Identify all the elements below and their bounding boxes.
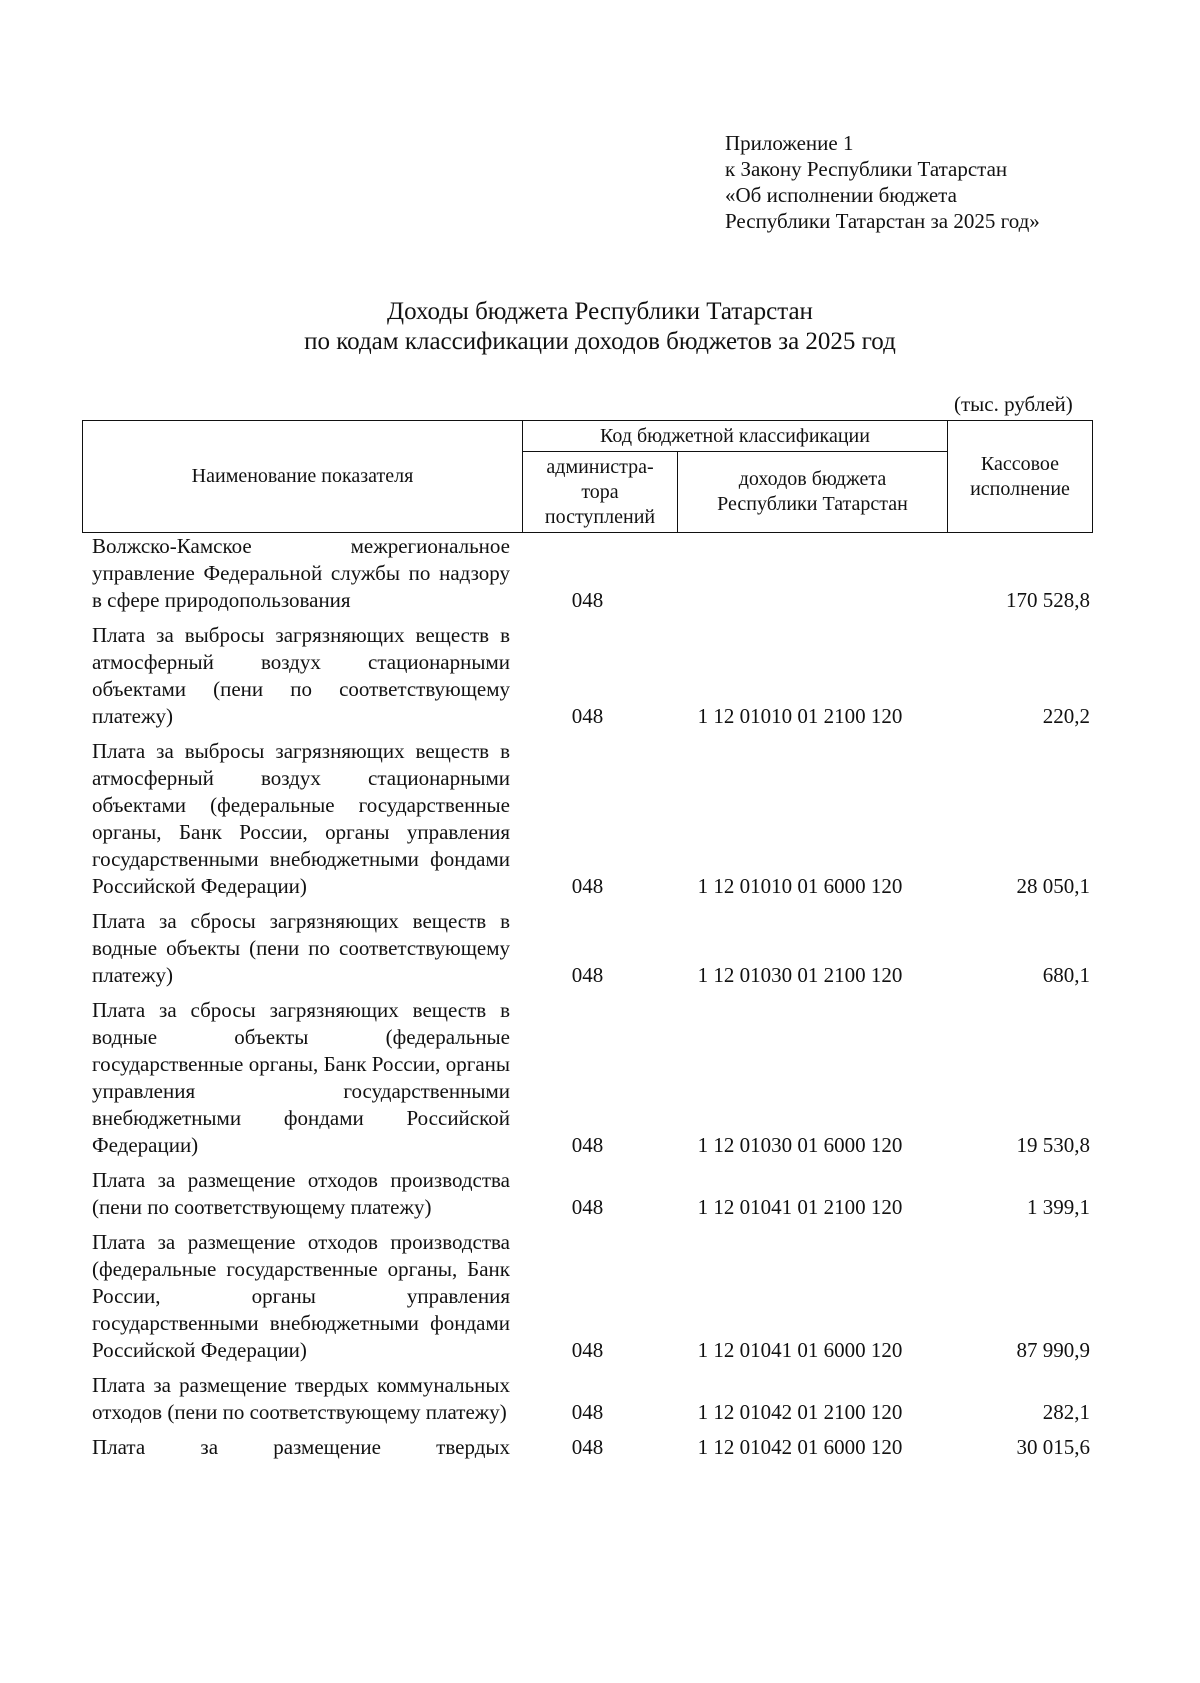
- table-body: [82, 533, 1092, 1469]
- row-name: Плата за размещение твердых коммунальных отходов (пени по соответствующему платежу): [92, 1373, 510, 1424]
- units-label: (тыс. рублей): [954, 392, 1073, 416]
- header-execution: Кассовое исполнение: [948, 421, 1093, 533]
- row-amount: 28 050,1: [1016, 874, 1090, 898]
- header-revenue-code: доходов бюджета Республики Татарстан: [678, 452, 948, 533]
- row-admin: 048: [571, 588, 604, 612]
- row-name: Плата за выбросы загрязняющих веществ в атмосферный воздух стационарными объектами (федеральные государственные органы, Банк России, органы управления государственными внебюджетными фондами Российской Федерации): [92, 739, 510, 898]
- appendix-line: к Закону Республики Татарстан: [725, 157, 1008, 181]
- row-name: Плата за размещение отходов производства (пени по соответствующему платежу): [92, 1168, 510, 1219]
- row-amount: 1 399,1: [1027, 1195, 1090, 1219]
- table-row: [82, 533, 1092, 622]
- row-code: 1 12 01030 01 2100 120: [697, 963, 903, 987]
- row-amount: 87 990,9: [1016, 1338, 1090, 1362]
- row-name: Плата за размещение отходов производства (федеральные государственные органы, Банк России, органы управления государственными внебюджетными фондами Российской Федерации): [92, 1230, 510, 1362]
- header-admin: администра- тора поступлений: [523, 452, 678, 533]
- table-row: [82, 908, 1092, 997]
- row-code: 1 12 01010 01 2100 120: [697, 704, 903, 728]
- table-row: [82, 1372, 1092, 1434]
- row-code: 1 12 01042 01 2100 120: [697, 1400, 903, 1424]
- row-amount: 170 528,8: [1006, 588, 1090, 612]
- row-admin: 048: [571, 704, 604, 728]
- row-name: Плата за сбросы загрязняющих веществ в водные объекты (федеральные государственные органы, Банк России, органы управления государственными внебюджетными фондами Российской Федерации): [92, 998, 510, 1157]
- appendix-line: Приложение 1: [725, 131, 854, 155]
- row-admin: 048: [571, 1133, 604, 1157]
- row-name: Плата за размещение твердых: [92, 1435, 510, 1459]
- table-row: [82, 738, 1092, 908]
- row-admin: 048: [571, 1435, 604, 1459]
- title-line-1: Доходы бюджета Республики Татарстан: [387, 298, 813, 325]
- row-admin: 048: [571, 1338, 604, 1362]
- appendix-line: «Об исполнении бюджета: [725, 183, 957, 207]
- row-amount: 220,2: [1042, 704, 1090, 728]
- row-code: 1 12 01042 01 6000 120: [697, 1435, 903, 1459]
- row-code: [665, 533, 935, 622]
- document-title: [0, 297, 1200, 357]
- appendix-block: [725, 130, 1040, 234]
- table-row: [82, 1229, 1092, 1372]
- row-code: 1 12 01010 01 6000 120: [697, 874, 903, 898]
- row-admin: 048: [571, 1195, 604, 1219]
- title-line-2: по кодам классификации доходов бюджетов за 2025 год: [304, 328, 896, 355]
- table-row: [82, 1167, 1092, 1229]
- appendix-line: Республики Татарстан за 2025 год»: [725, 209, 1040, 233]
- table-row: [82, 1434, 1092, 1469]
- row-name: Волжско-Камское межрегиональное управление Федеральной службы по надзору в сфере природопользования: [92, 534, 510, 612]
- row-name: Плата за выбросы загрязняющих веществ в атмосферный воздух стационарными объектами (пени по соответствующему платежу): [92, 623, 510, 728]
- row-code: 1 12 01030 01 6000 120: [697, 1133, 903, 1157]
- table-row: [82, 622, 1092, 738]
- row-code: 1 12 01041 01 6000 120: [697, 1338, 903, 1362]
- row-amount: 680,1: [1042, 963, 1090, 987]
- table-row: [82, 997, 1092, 1167]
- header-name: Наименование показателя: [83, 421, 523, 533]
- table-header: [82, 420, 1093, 533]
- header-code-group: Код бюджетной классификации: [523, 421, 948, 452]
- row-amount: 282,1: [1042, 1400, 1090, 1424]
- row-amount: 30 015,6: [1016, 1435, 1090, 1459]
- row-admin: 048: [571, 874, 604, 898]
- row-amount: 19 530,8: [1016, 1133, 1090, 1157]
- row-code: 1 12 01041 01 2100 120: [697, 1195, 903, 1219]
- row-name: Плата за сбросы загрязняющих веществ в водные объекты (пени по соответствующему платежу): [92, 909, 510, 987]
- row-admin: 048: [571, 1400, 604, 1424]
- row-admin: 048: [571, 963, 604, 987]
